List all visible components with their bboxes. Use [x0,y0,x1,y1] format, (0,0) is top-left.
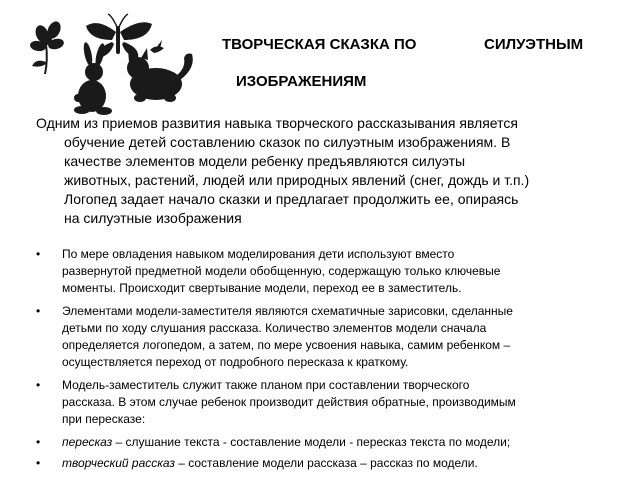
bullet-list [36,240,616,472]
list-item [36,246,616,297]
intro-line: животных, растений, людей или природных явлений (снег, дождь и т.п.) [64,172,530,188]
butterfly-icon [86,14,152,58]
list-item [36,434,616,451]
list-item [36,455,616,472]
list-item-line [62,455,616,472]
bullet-icon: • [36,304,41,318]
list-item-text: – слушание текста - составление модели - пересказ текста по модели; [112,435,511,449]
list-item [36,303,616,371]
bullet-icon: • [36,456,41,470]
list-item-text: – составление модели рассказа – рассказ по модели. [174,456,478,470]
list-item-line: моменты. Происходит свертывание модели, переход ее в заместитель. [62,281,462,295]
title-part-1: ТВОРЧЕСКАЯ СКАЗКА ПО [222,36,417,53]
title-part-2: СИЛУЭТНЫМ [484,36,584,53]
list-item-line: рассказа. В этом случае ребенок производит действия обратные, производимым [62,395,516,409]
list-item-term: творческий рассказ [62,456,175,470]
intro-line: Логопед задает начало сказки и предлагает продолжить ее, опираясь [64,191,519,207]
intro-line: обучение детей составлению сказок по силуэтным изображениям. В [64,134,511,150]
list-item-term: пересказ [62,435,113,449]
flower-icon [29,19,65,74]
intro-line: качестве элементов модели ребенку предъявляются силуэты [64,153,466,169]
bird-icon [150,40,164,53]
silhouette-illustration [28,10,198,118]
bullet-icon: • [36,435,41,449]
list-item-line: при пересказе: [62,412,146,426]
bullet-icon: • [36,378,41,392]
intro-paragraph [36,114,610,228]
bullet-icon: • [36,247,41,261]
list-item-line: определяется логопедом, а затем, по мере усвоения навыка, самим ребенком – [62,338,511,352]
list-item-line: развернутой предметной модели обобщенную, содержащую только ключевые [62,264,501,278]
list-item-line: Модель-заместитель служит также планом при составлении творческого [62,378,470,392]
list-item-line [62,434,616,451]
list-item-line: По мере овладения навыком моделирования дети используют вместо [62,247,455,261]
list-item-line: осуществляется переход от подробного пересказа к краткому. [62,355,409,369]
list-item-line: детьми по ходу слушания рассказа. Количество элементов модели сначала [62,321,487,335]
list-item [36,377,616,428]
list-item-line: Элементами модели-заместителя являются схематичные зарисовки, сделанные [62,304,513,318]
intro-line: на силуэтные изображения [64,210,242,226]
intro-line: Одним из приемов развития навыка творческого рассказывания является [36,115,518,131]
title-part-3: ИЗОБРАЖЕНИЯМ [236,73,367,90]
